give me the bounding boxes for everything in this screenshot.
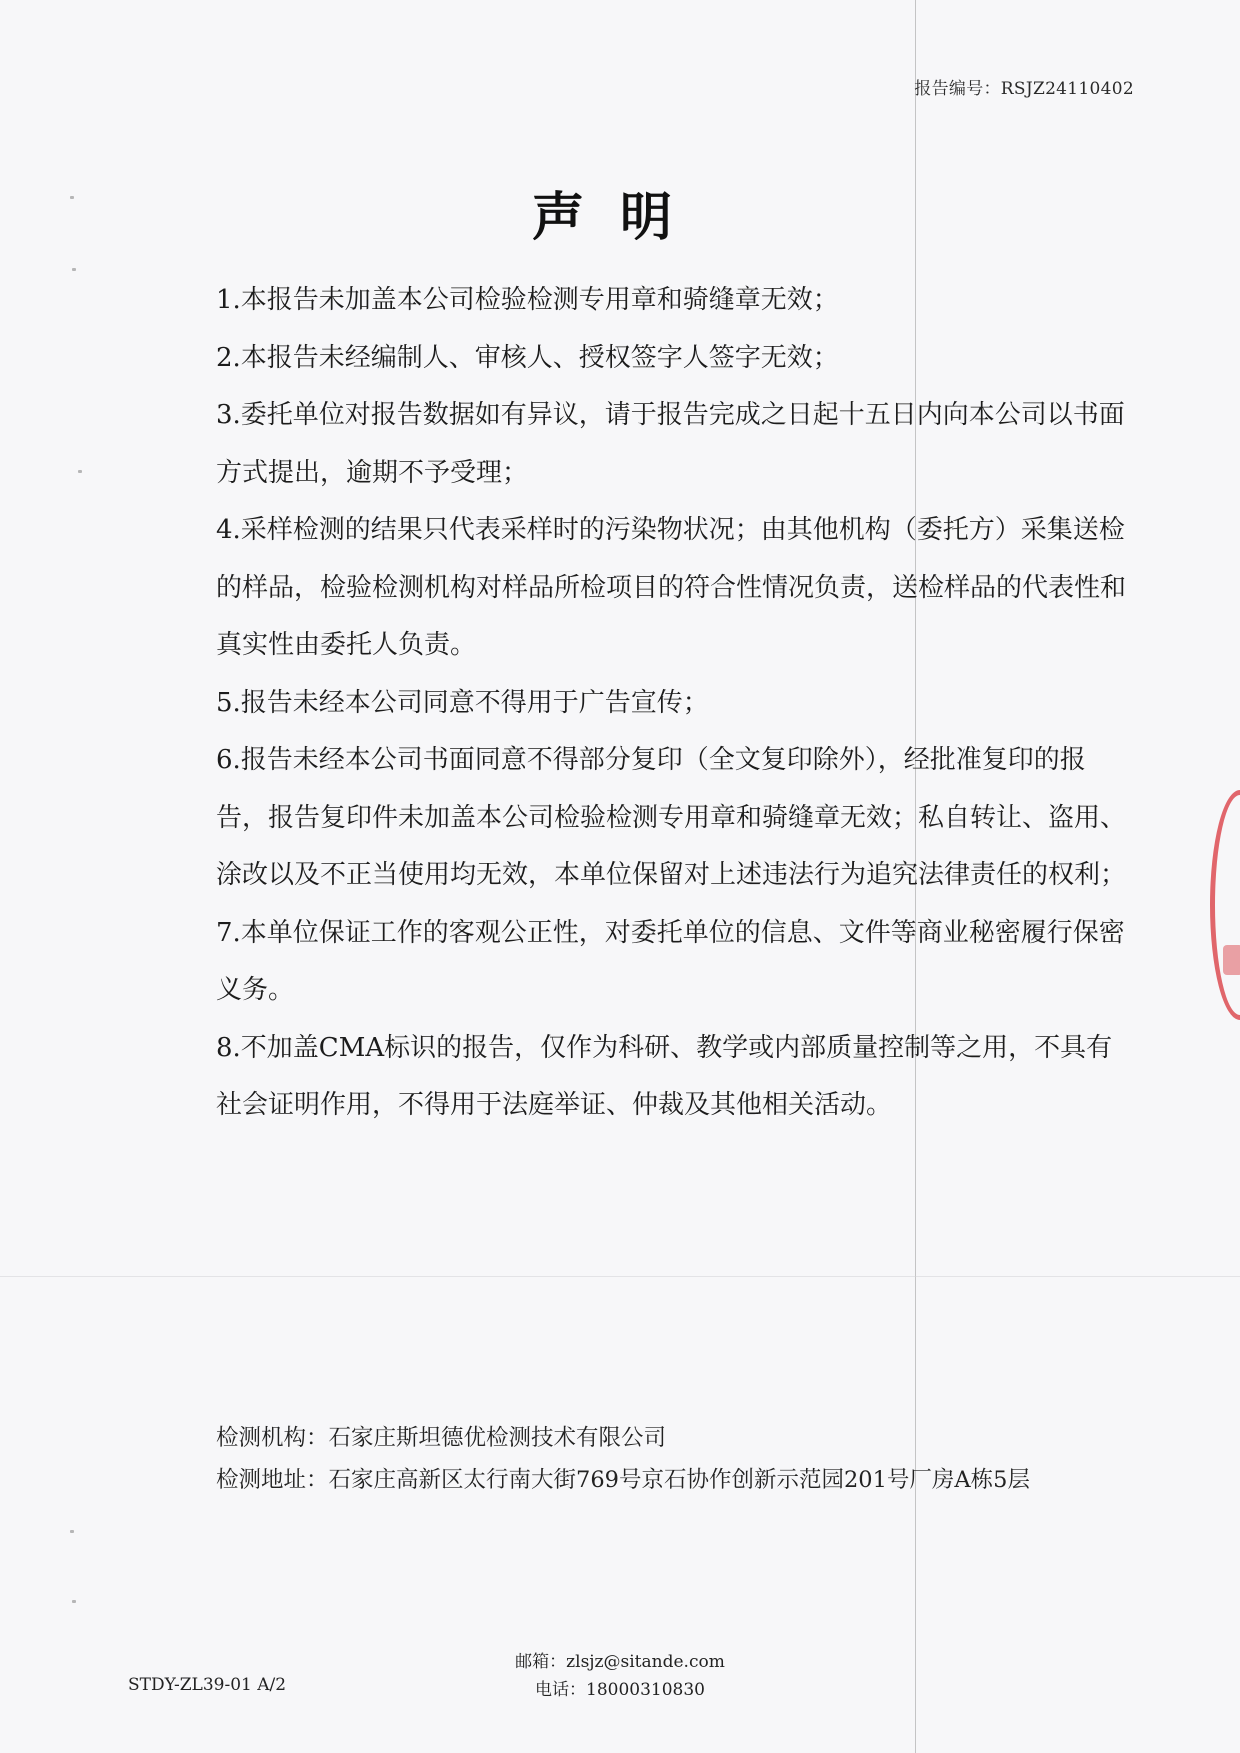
scan-speck — [72, 268, 76, 271]
testing-organization: 检测机构：石家庄斯坦德优检测技术有限公司 — [216, 1425, 667, 1451]
page-title: 声明 — [531, 187, 708, 248]
contact-email: 邮箱：zlsjz@sitande.com — [515, 1652, 725, 1672]
statement-item: 2.本报告未经编制人、审核人、授权签字人签字无效； — [216, 342, 839, 373]
scan-speck — [70, 1530, 74, 1533]
seal-mark — [1223, 945, 1240, 975]
statement-item: 6.报告未经本公司书面同意不得部分复印（全文复印除外），经批准复印的报告，报告复印件未加盖本公司检验检测专用章和骑缝章无效；私自转让、盗用、涂改以及不正当使用均无效，本单位保留对上述违法行为追究法律责任的权利； — [216, 745, 1127, 890]
statement-list — [216, 272, 1128, 1135]
statement-item: 8.不加盖CMA标识的报告，仅作为科研、教学或内部质量控制等之用，不具有社会证明作用，不得用于法庭举证、仲裁及其他相关活动。 — [216, 1032, 1113, 1120]
statement-item: 5.报告未经本公司同意不得用于广告宣传； — [216, 687, 709, 718]
report-number: 报告编号：RSJZ24110402 — [914, 79, 1134, 99]
red-seal-fragment — [1210, 790, 1240, 1020]
contact-block — [470, 1648, 770, 1704]
statement-item: 3.委托单位对报告数据如有异议，请于报告完成之日起十五日内向本公司以书面方式提出，逾期不予受理； — [216, 400, 1125, 488]
horizontal-fold-line — [0, 1276, 1240, 1277]
contact-phone: 电话：18000310830 — [535, 1680, 705, 1700]
scan-speck — [72, 1600, 76, 1603]
scan-speck — [78, 470, 82, 473]
document-code: STDY-ZL39-01 A/2 — [128, 1675, 287, 1695]
statement-item: 1.本报告未加盖本公司检验检测专用章和骑缝章无效； — [216, 285, 839, 315]
statement-item: 7.本单位保证工作的客观公正性，对委托单位的信息、文件等商业秘密履行保密义务。 — [216, 917, 1125, 1005]
testing-address: 检测地址：石家庄高新区太行南大街769号京石协作创新示范园201号厂房A栋5层 — [216, 1467, 1030, 1493]
scan-speck — [70, 196, 74, 199]
statement-item: 4.采样检测的结果只代表采样时的污染物状况；由其他机构（委托方）采集送检的样品，检验检测机构对样品所检项目的符合性情况负责，送检样品的代表性和真实性由委托人负责。 — [216, 515, 1127, 660]
